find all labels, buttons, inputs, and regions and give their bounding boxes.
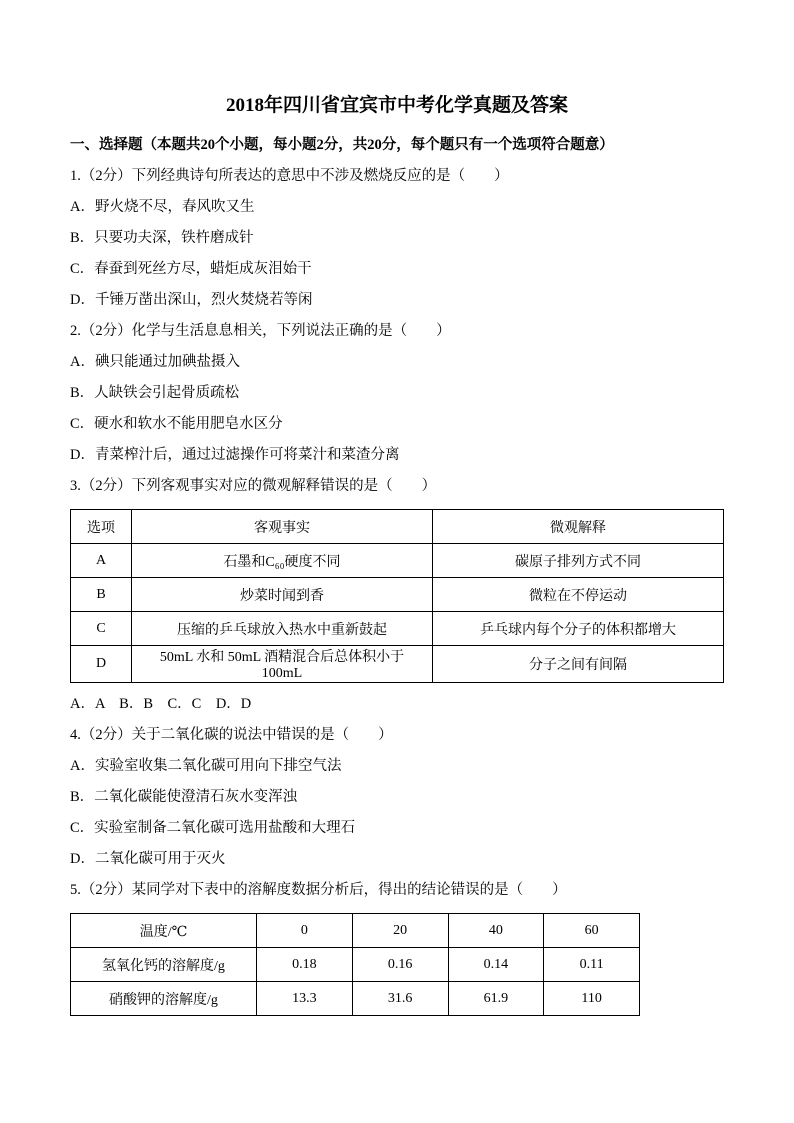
question-4-stem: 4.（2分）关于二氧化碳的说法中错误的是（ ） <box>70 727 393 743</box>
question-2-option-a: A．碘只能通过加碘盐摄入 <box>70 354 240 370</box>
q5-kno3-value-0: 13.3 <box>257 982 353 1016</box>
q5-caoh2-value-20: 0.16 <box>352 948 448 982</box>
q3-row-d-option: D <box>71 646 132 683</box>
document-title: 2018年四川省宜宾市中考化学真题及答案 <box>225 95 568 116</box>
question-4-option-c: C．实验室制备二氧化碳可选用盐酸和大理石 <box>70 820 356 836</box>
q5-kno3-value-40: 61.9 <box>448 982 544 1016</box>
q3-row-d-fact: 50mL 水和 50mL 酒精混合后总体积小于 100mL <box>132 646 433 683</box>
q5-temperature-0: 0 <box>257 914 353 948</box>
q3-row-c-option: C <box>71 612 132 646</box>
question-3-stem: 3.（2分）下列客观事实对应的微观解释错误的是（ ） <box>70 478 437 494</box>
question-2-stem: 2.（2分）化学与生活息息相关，下列说法正确的是（ ） <box>70 323 451 339</box>
table-row <box>71 948 640 982</box>
question-4-option-d: D．二氧化碳可用于灭火 <box>70 851 226 867</box>
table-row <box>71 646 724 683</box>
q3-row-b-option: B <box>71 578 132 612</box>
q5-caoh2-value-60: 0.11 <box>544 948 640 982</box>
q5-caoh2-label: 氢氧化钙的溶解度/g <box>71 948 257 982</box>
q3-row-b-fact: 炒菜时闻到香 <box>132 578 433 612</box>
question-5-stem: 5.（2分）某同学对下表中的溶解度数据分析后，得出的结论错误的是（ ） <box>70 882 567 898</box>
q3-header-fact: 客观事实 <box>132 510 433 544</box>
q3-row-d-explanation: 分子之间有间隔 <box>433 646 724 683</box>
q5-temperature-40: 40 <box>448 914 544 948</box>
q3-row-a-option: A <box>71 544 132 578</box>
q5-temperature-label: 温度/℃ <box>71 914 257 948</box>
q3-row-a-explanation: 碳原子排列方式不同 <box>433 544 724 578</box>
question-1-stem: 1.（2分）下列经典诗句所表达的意思中不涉及燃烧反应的是（ ） <box>70 168 509 184</box>
question-1 <box>70 168 724 309</box>
question-1-option-c: C．春蚕到死丝方尽，蜡炬成灰泪始干 <box>70 261 312 277</box>
question-2-option-c: C．硬水和软水不能用肥皂水区分 <box>70 416 283 432</box>
q3-header-option: 选项 <box>71 510 132 544</box>
question-2 <box>70 323 724 464</box>
table-row <box>71 982 640 1016</box>
section-header: 一、选择题（本题共20个小题，每小题2分，共20分，每个题只有一个选项符合题意） <box>70 137 614 153</box>
question-1-option-b: B．只要功夫深，铁杵磨成针 <box>70 230 254 246</box>
question-1-option-a: A．野火烧不尽，春风吹又生 <box>70 199 255 215</box>
question-4 <box>70 727 724 868</box>
table-row <box>71 914 640 948</box>
q3-row-c-explanation: 乒乓球内每个分子的体积都增大 <box>433 612 724 646</box>
question-4-option-a: A．实验室收集二氧化碳可用向下排空气法 <box>70 758 342 774</box>
question-5-table <box>70 913 640 1016</box>
question-2-option-b: B．人缺铁会引起骨质疏松 <box>70 385 240 401</box>
q3-row-a-fact: 石墨和C₆₀硬度不同 <box>132 544 433 578</box>
question-3-table <box>70 509 724 683</box>
q5-temperature-20: 20 <box>352 914 448 948</box>
q3-header-explanation: 微观解释 <box>433 510 724 544</box>
q5-temperature-60: 60 <box>544 914 640 948</box>
question-1-option-d: D．千锤万凿出深山，烈火焚烧若等闲 <box>70 292 313 308</box>
table-header-row <box>71 510 724 544</box>
q5-kno3-label: 硝酸钾的溶解度/g <box>71 982 257 1016</box>
q5-kno3-value-60: 110 <box>544 982 640 1016</box>
q3-row-c-fact: 压缩的乒乓球放入热水中重新鼓起 <box>132 612 433 646</box>
table-row <box>71 612 724 646</box>
q5-caoh2-value-40: 0.14 <box>448 948 544 982</box>
question-2-option-d: D．青菜榨汁后，通过过滤操作可将菜汁和菜渣分离 <box>70 447 400 463</box>
question-5 <box>70 882 724 1016</box>
table-row <box>71 544 724 578</box>
question-3-answer-choices: A．A B．B C．C D．D <box>70 696 252 712</box>
q5-kno3-value-20: 31.6 <box>352 982 448 1016</box>
question-3 <box>70 478 724 713</box>
table-row <box>71 578 724 612</box>
question-4-option-b: B．二氧化碳能使澄清石灰水变浑浊 <box>70 789 298 805</box>
q5-caoh2-value-0: 0.18 <box>257 948 353 982</box>
q3-row-b-explanation: 微粒在不停运动 <box>433 578 724 612</box>
